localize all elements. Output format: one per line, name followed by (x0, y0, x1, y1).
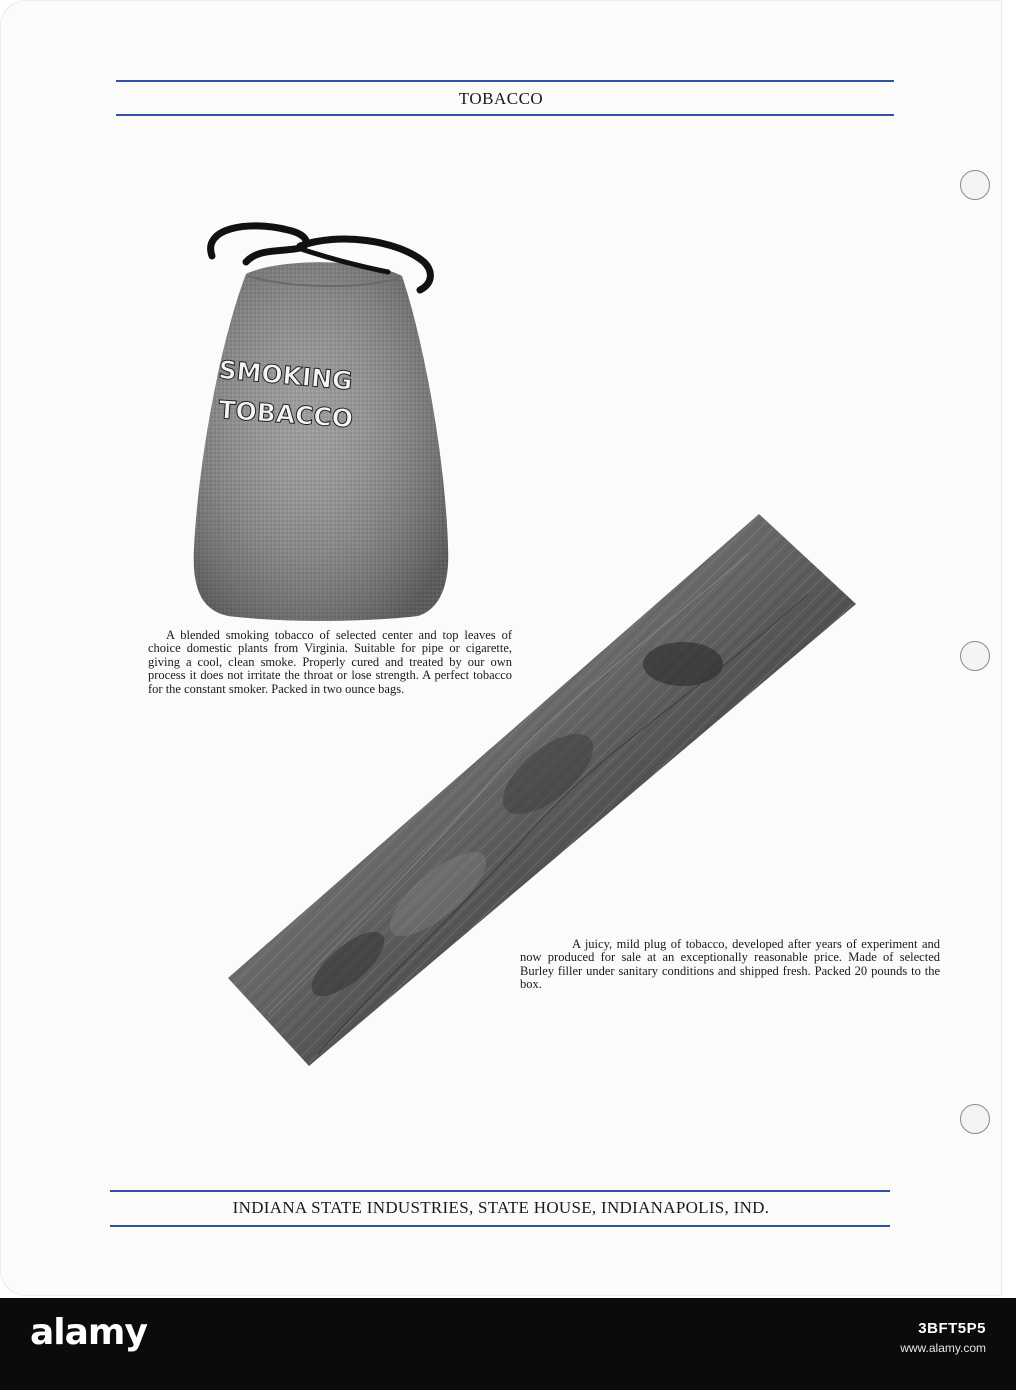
page-edge (1002, 0, 1016, 1296)
watermark-url: www.alamy.com (900, 1341, 986, 1355)
watermark-info (900, 1320, 986, 1355)
page-title: TOBACCO (458, 89, 544, 108)
alamy-logo: alamy (30, 1312, 147, 1353)
binder-hole-middle (960, 641, 990, 671)
footer-rule-top (110, 1190, 890, 1192)
binder-hole-bottom (960, 1104, 990, 1134)
watermark-bar (0, 1298, 1016, 1390)
smoking-tobacco-description: A blended smoking tobacco of selected center and top leaves of choice domestic plants from Virginia. Suitable for pipe or cigarette, giving a cool, clean smoke. Properly cured and treated by our own process it does not irritate the throat or lose strength. A perfect tobacco for the constant smoker. Packed in two ounce bags. (148, 628, 512, 696)
header-rule-bottom (116, 114, 894, 116)
footer-rule-bottom (110, 1225, 890, 1227)
footer-address: INDIANA STATE INDUSTRIES, STATE HOUSE, INDIANAPOLIS, IND. (232, 1198, 770, 1217)
image-id: 3BFT5P5 (918, 1320, 986, 1337)
plug-tobacco-description: A juicy, mild plug of tobacco, developed after years of experiment and now produced for sale at an exceptionally reasonable price. Made of selected Burley filler under sanitary conditions and shipped fresh. Packed 20 pounds to the box. (520, 937, 940, 992)
header-rule-top (116, 80, 894, 82)
bag-label-line-1: SMOKING (217, 355, 354, 396)
bag-label-line-2: TOBACCO (217, 395, 354, 434)
binder-hole-top (960, 170, 990, 200)
